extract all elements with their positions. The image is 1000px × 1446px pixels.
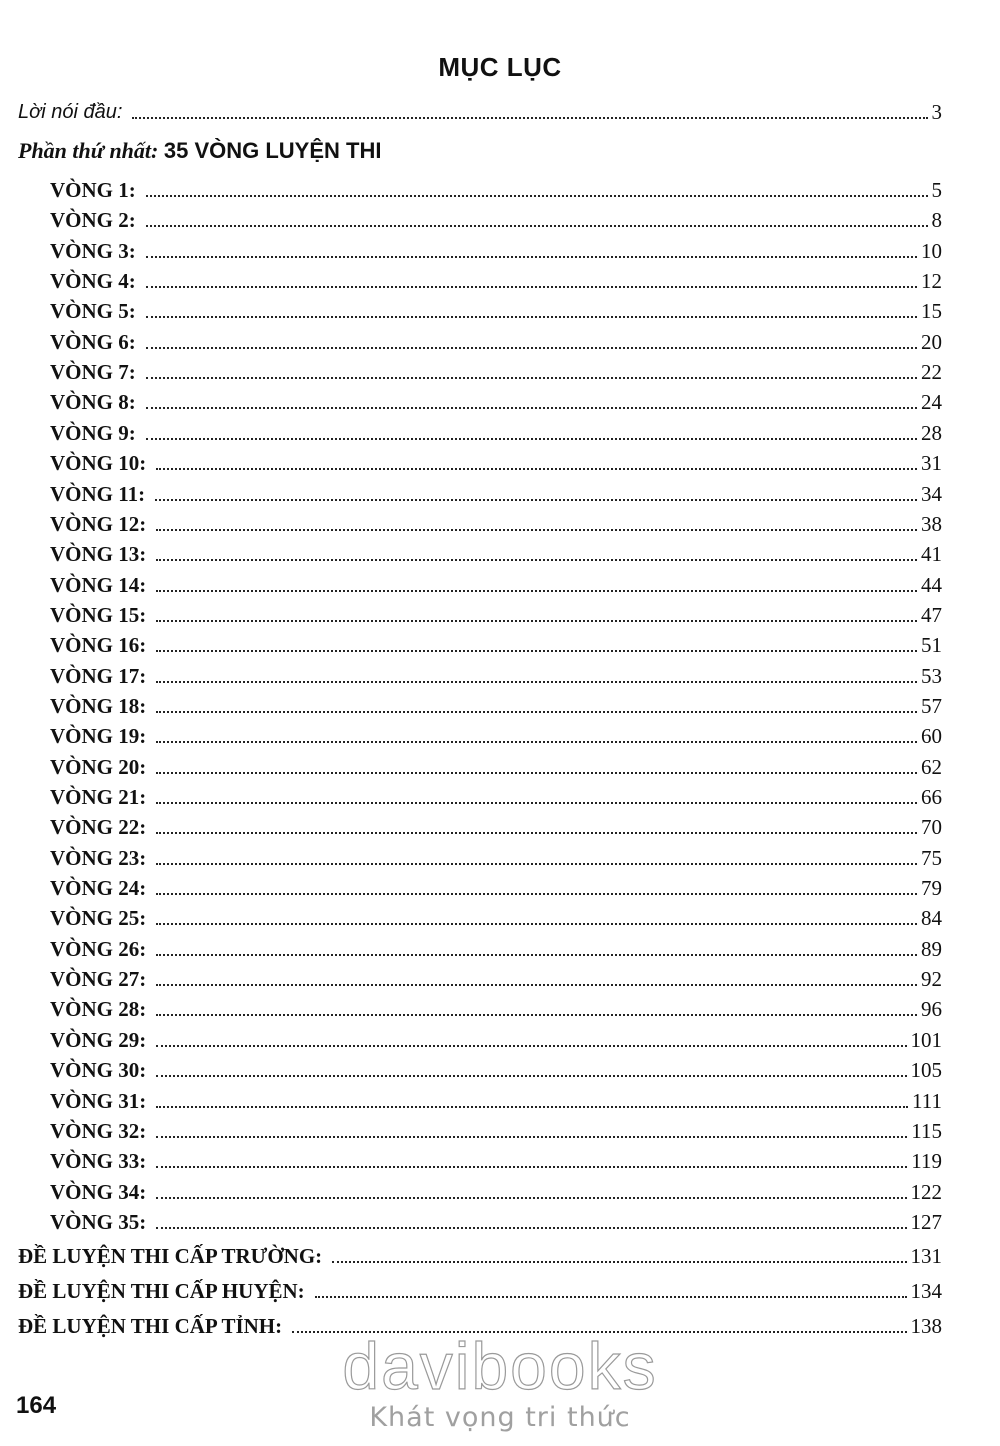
round-page: 10 [921, 238, 942, 263]
round-page: 119 [911, 1149, 942, 1174]
exam-label: ĐỀ LUYỆN THI CẤP TỈNH: [18, 1314, 283, 1338]
round-label: VÒNG 6: [50, 329, 136, 354]
dot-leader [156, 1136, 907, 1138]
round-row [50, 417, 942, 445]
round-page: 101 [910, 1027, 942, 1052]
round-row [50, 508, 942, 536]
dot-leader [156, 772, 917, 774]
round-label: VÒNG 27: [50, 967, 147, 992]
round-label: VÒNG 17: [50, 663, 147, 688]
round-label: VÒNG 3: [50, 238, 136, 263]
round-page: 89 [921, 936, 942, 961]
part-heading-separator: : [151, 138, 164, 163]
round-label: VÒNG 23: [50, 845, 147, 870]
dot-leader [156, 590, 917, 592]
exam-row [18, 1275, 942, 1303]
round-page: 60 [921, 724, 942, 749]
dot-leader [156, 559, 917, 561]
exam-label: ĐỀ LUYỆN THI CẤP TRƯỜNG: [18, 1244, 323, 1268]
round-row [50, 1054, 942, 1082]
round-page: 51 [921, 633, 942, 658]
round-row [50, 660, 942, 688]
round-label: VÒNG 13: [50, 542, 147, 567]
round-page: 79 [921, 876, 942, 901]
round-row [50, 629, 942, 657]
round-row [50, 1145, 942, 1173]
round-page: 122 [910, 1179, 942, 1204]
exam-page: 138 [910, 1314, 942, 1338]
round-page: 38 [921, 511, 942, 536]
round-label: VÒNG 31: [50, 1088, 147, 1113]
round-row [50, 1206, 942, 1234]
dot-leader [146, 438, 917, 440]
part-heading-title: 35 VÒNG LUYỆN THI [163, 138, 382, 163]
round-label: VÒNG 34: [50, 1179, 147, 1204]
dot-leader [156, 984, 917, 986]
round-row [50, 386, 942, 414]
round-row [50, 872, 942, 900]
round-row [50, 720, 942, 748]
round-row [50, 204, 942, 232]
part-heading-prefix: Phần thứ nhất [18, 138, 152, 163]
round-page: 8 [931, 208, 942, 233]
round-row [50, 902, 942, 930]
round-row [50, 538, 942, 566]
round-label: VÒNG 18: [50, 693, 147, 718]
round-page: 111 [912, 1088, 942, 1113]
round-label: VÒNG 35: [50, 1209, 147, 1234]
dot-leader [156, 1014, 917, 1016]
round-row [50, 751, 942, 779]
round-row [50, 1085, 942, 1113]
round-label: VÒNG 20: [50, 754, 147, 779]
round-page: 70 [921, 815, 942, 840]
watermark-logo: davibooks [342, 1329, 658, 1403]
watermark-tagline: Khát vọng tri thức [369, 1402, 631, 1433]
round-page: 57 [921, 693, 942, 718]
dot-leader [156, 468, 917, 470]
dot-leader [156, 711, 917, 713]
dot-leader [156, 681, 917, 683]
round-page: 24 [921, 390, 942, 415]
dot-leader [146, 225, 928, 227]
round-page: 92 [921, 967, 942, 992]
round-page: 84 [921, 906, 942, 931]
round-label: VÒNG 14: [50, 572, 147, 597]
round-row [50, 356, 942, 384]
dot-leader [156, 832, 917, 834]
round-page: 53 [921, 663, 942, 688]
round-label: VÒNG 33: [50, 1149, 147, 1174]
round-label: VÒNG 25: [50, 906, 147, 931]
dot-leader [146, 377, 917, 379]
round-label: VÒNG 19: [50, 724, 147, 749]
round-page: 96 [921, 997, 942, 1022]
round-label: VÒNG 22: [50, 815, 147, 840]
dot-leader [146, 286, 917, 288]
dot-leader [132, 117, 927, 119]
round-page: 66 [921, 785, 942, 809]
round-label: VÒNG 8: [50, 390, 136, 415]
part-heading [18, 138, 381, 164]
round-page: 28 [921, 420, 942, 445]
round-row [50, 690, 942, 718]
round-label: VÒNG 30: [50, 1058, 147, 1083]
round-row [50, 811, 942, 839]
round-page: 31 [921, 451, 942, 476]
round-page: 62 [921, 754, 942, 779]
toc-intro-page: 3 [931, 100, 942, 124]
round-row [50, 1024, 942, 1052]
dot-leader [156, 954, 917, 956]
round-label: VÒNG 4: [50, 269, 136, 294]
round-label: VÒNG 11: [50, 481, 146, 506]
dot-leader [156, 863, 917, 865]
round-label: VÒNG 16: [50, 633, 147, 658]
round-label: VÒNG 10: [50, 451, 147, 476]
exam-row [18, 1240, 942, 1268]
round-row [50, 1176, 942, 1204]
dot-leader [156, 1197, 906, 1199]
round-label: VÒNG 15: [50, 602, 147, 627]
dot-leader [156, 802, 917, 804]
dot-leader [156, 650, 917, 652]
round-row [50, 1115, 942, 1143]
dot-leader [146, 195, 928, 197]
round-page: 115 [911, 1118, 942, 1143]
round-row [50, 963, 942, 991]
dot-leader [156, 1166, 907, 1168]
dot-leader [156, 741, 917, 743]
round-row [50, 781, 942, 809]
toc-intro-label: Lời nói đầu: [18, 101, 123, 123]
dot-leader [146, 347, 917, 349]
dot-leader [332, 1261, 906, 1263]
round-row [50, 933, 942, 961]
round-label: VÒNG 1: [50, 178, 136, 202]
round-page: 44 [921, 572, 942, 597]
dot-leader [156, 1075, 906, 1077]
round-page: 12 [921, 269, 942, 294]
round-page: 47 [921, 602, 942, 627]
dot-leader [156, 1227, 906, 1229]
round-label: VÒNG 24: [50, 876, 147, 901]
round-page: 105 [910, 1058, 942, 1083]
dot-leader [156, 1106, 908, 1108]
round-label: VÒNG 5: [50, 299, 136, 324]
round-page: 34 [921, 481, 942, 506]
round-label: VÒNG 12: [50, 511, 147, 536]
dot-leader [156, 1045, 906, 1047]
toc-title: MỤC LỤC [438, 52, 562, 82]
round-page: 20 [921, 329, 942, 354]
round-page: 41 [921, 542, 942, 567]
round-label: VÒNG 21: [50, 785, 147, 809]
dot-leader [156, 529, 917, 531]
round-label: VÒNG 2: [50, 208, 136, 233]
round-page: 5 [931, 178, 942, 202]
round-page: 15 [921, 299, 942, 324]
toc-intro-row [18, 96, 942, 124]
round-page: 127 [910, 1209, 942, 1234]
round-page: 22 [921, 360, 942, 385]
dot-leader [155, 499, 917, 501]
round-row [50, 174, 942, 202]
dot-leader [156, 893, 917, 895]
dot-leader [146, 407, 917, 409]
dot-leader [146, 256, 917, 258]
exam-page: 131 [910, 1244, 942, 1268]
exam-label: ĐỀ LUYỆN THI CẤP HUYỆN: [18, 1279, 305, 1303]
round-label: VÒNG 26: [50, 936, 147, 961]
round-row [50, 993, 942, 1021]
round-row [50, 235, 942, 263]
round-row [50, 599, 942, 627]
round-row [50, 569, 942, 597]
round-row [50, 842, 942, 870]
round-label: VÒNG 32: [50, 1118, 147, 1143]
round-label: VÒNG 9: [50, 420, 136, 445]
round-row [50, 295, 942, 323]
round-label: VÒNG 28: [50, 997, 147, 1022]
page-number: 164 [16, 1392, 57, 1419]
round-row [50, 326, 942, 354]
dot-leader [146, 316, 917, 318]
round-label: VÒNG 29: [50, 1027, 147, 1052]
round-label: VÒNG 7: [50, 360, 136, 385]
round-row [50, 447, 942, 475]
dot-leader [315, 1296, 907, 1298]
round-page: 75 [921, 845, 942, 870]
dot-leader [156, 620, 917, 622]
round-row [50, 478, 942, 506]
exam-page: 134 [910, 1279, 942, 1303]
dot-leader [156, 923, 917, 925]
round-row [50, 265, 942, 293]
